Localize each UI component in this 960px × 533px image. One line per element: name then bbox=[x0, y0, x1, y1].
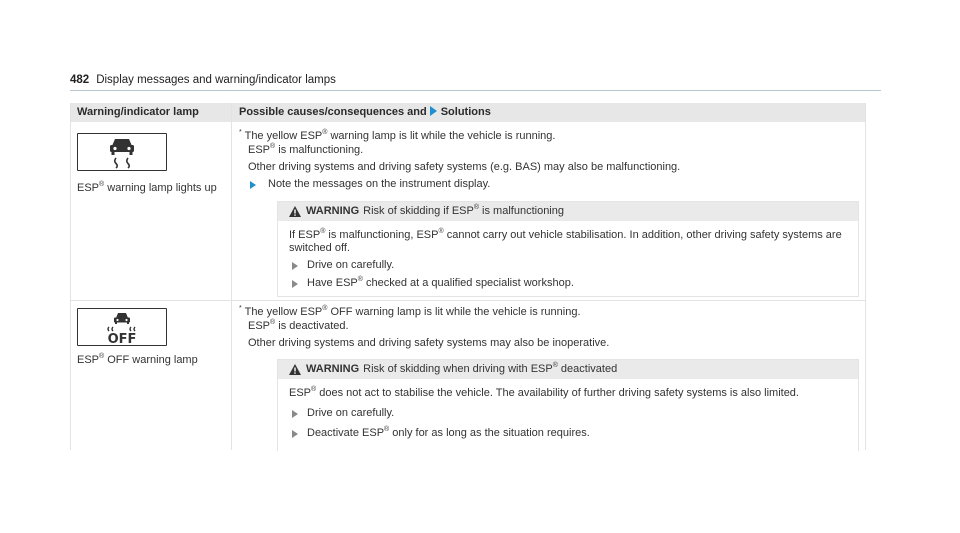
warning-text-line2: switched off. bbox=[289, 242, 350, 254]
page-header-title: Display messages and warning/indicator lamps bbox=[96, 74, 336, 86]
warning-triangle-icon bbox=[289, 206, 301, 217]
warning-header bbox=[278, 360, 858, 379]
warning-header bbox=[278, 202, 858, 221]
warning-step2: Have ESP® checked at a qualified specialist workshop. bbox=[307, 276, 574, 289]
warning-text-line1: ESP® does not act to stabilise the vehicle. The availability of further driving safety systems is also limited. bbox=[289, 386, 799, 399]
warning-step1: Drive on carefully. bbox=[307, 407, 395, 419]
arrow-right-icon bbox=[430, 106, 437, 116]
page-header bbox=[70, 74, 336, 86]
row1-line2: ESP® is malfunctioning. bbox=[248, 143, 364, 156]
esp-off-lamp-icon bbox=[77, 308, 167, 346]
warning-title: WARNING Risk of skidding if ESP® is malfunctioning bbox=[306, 204, 564, 217]
step-bullet-icon bbox=[292, 280, 298, 288]
page-number: 482 bbox=[70, 74, 90, 86]
table-header bbox=[71, 103, 865, 122]
step-bullet-icon bbox=[292, 430, 298, 438]
warning-text-line1: If ESP® is malfunctioning, ESP® cannot carry out vehicle stabilisation. In addition, other driving safety systems are bbox=[289, 228, 842, 241]
row1-step1: Note the messages on the instrument display. bbox=[268, 178, 491, 190]
warning-lamp-table bbox=[70, 103, 866, 450]
row1-line1: * The yellow ESP® warning lamp is lit while the vehicle is running. bbox=[239, 129, 556, 142]
warning-box-esp-deactivated bbox=[277, 359, 859, 451]
row2-line2: ESP® is deactivated. bbox=[248, 319, 349, 332]
warning-triangle-icon bbox=[289, 364, 301, 375]
row2-line1: * The yellow ESP® OFF warning lamp is lit while the vehicle is running. bbox=[239, 305, 581, 318]
row2-line3: Other driving systems and driving safety systems may also be inoperative. bbox=[248, 337, 610, 349]
warning-step1: Drive on carefully. bbox=[307, 259, 395, 271]
step-bullet-icon bbox=[292, 410, 298, 418]
col-header-lamp: Warning/indicator lamp bbox=[77, 106, 199, 118]
warning-step2: Deactivate ESP® only for as long as the situation requires. bbox=[307, 426, 590, 439]
warning-box-esp-malfunction bbox=[277, 201, 859, 297]
esp-off-icon-text: OFF bbox=[107, 332, 137, 345]
row-divider bbox=[71, 300, 865, 301]
warning-title: WARNING Risk of skidding when driving with ESP® deactivated bbox=[306, 362, 618, 375]
step-bullet-icon bbox=[250, 181, 256, 189]
esp-off-lamp-label: ESP® OFF warning lamp bbox=[77, 353, 198, 366]
step-bullet-icon bbox=[292, 262, 298, 270]
row1-line3: Other driving systems and driving safety systems (e.g. BAS) may also be malfunctioning. bbox=[248, 161, 681, 173]
esp-warning-lamp-icon bbox=[77, 133, 167, 171]
col-header-causes: Possible causes/consequences and Solutions bbox=[239, 106, 491, 118]
header-divider bbox=[70, 90, 881, 91]
esp-warning-lamp-label: ESP® warning lamp lights up bbox=[77, 181, 217, 194]
column-divider bbox=[231, 103, 232, 450]
